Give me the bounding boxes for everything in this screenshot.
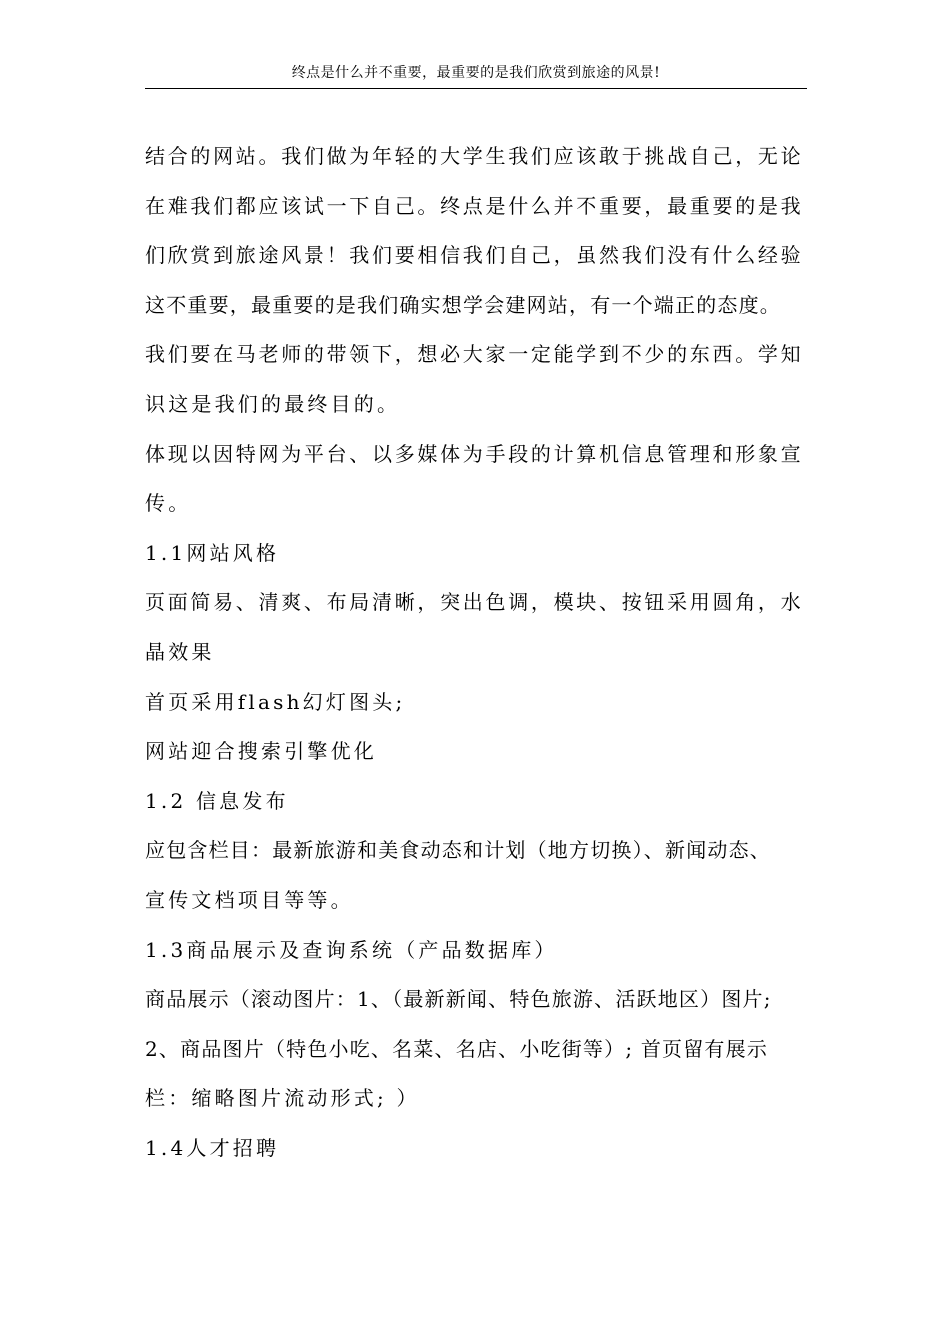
text-line: 这不重要，最重要的是我们确实想学会建网站，有一个端正的态度。 (145, 292, 781, 317)
text-line: 应包含栏目：最新旅游和美食动态和计划（地方切换）、新闻动态、 (145, 838, 771, 863)
text-line: 2、商品图片（特色小吃、名菜、名店、小吃街等）; 首页留有展示 (145, 1036, 769, 1061)
text-line: 结合的网站。我们做为年轻的大学生我们应该敢于挑战自己，无论 (145, 144, 804, 168)
text-line: 在难我们都应该试一下自己。终点是什么并不重要，最重要的是我 (145, 193, 804, 218)
section-heading: 1.2 信息发布 (145, 788, 289, 813)
text-line: 们欣赏到旅途风景！我们要相信我们自己，虽然我们没有什么经验 (145, 243, 804, 268)
body-text (145, 132, 807, 1173)
text-line: 体现以因特网为平台、以多媒体为手段的计算机信息管理和形象宣 (145, 441, 804, 466)
text-line: 宣传文档项目等等。 (145, 887, 354, 912)
text-line: 传。 (145, 491, 192, 516)
section-heading: 1.1网站风格 (145, 540, 280, 565)
text-line: 识这是我们的最终目的。 (145, 391, 401, 416)
text-line: 商品展示（滚动图片：1、（最新新闻、特色旅游、活跃地区）图片; (145, 987, 772, 1012)
page-header (145, 62, 807, 89)
text-line: 栏：缩略图片流动形式; ） (145, 1086, 420, 1111)
text-line: 页面简易、清爽、布局清晰，突出色调，模块、按钮采用圆角，水 (145, 590, 804, 615)
text-line: 晶效果 (145, 639, 215, 664)
header-text: 终点是什么并不重要，最重要的是我们欣赏到旅途的风景! (291, 65, 661, 81)
text-line: 首页采用flash幻灯图头; (145, 689, 406, 714)
text-line: 我们要在马老师的带领下，想必大家一定能学到不少的东西。学知 (145, 342, 804, 367)
text-line: 网站迎合搜索引擎优化 (145, 739, 377, 764)
section-heading: 1.4人才招聘 (145, 1135, 280, 1160)
section-heading: 1.3商品展示及查询系统（产品数据库） (145, 937, 558, 962)
